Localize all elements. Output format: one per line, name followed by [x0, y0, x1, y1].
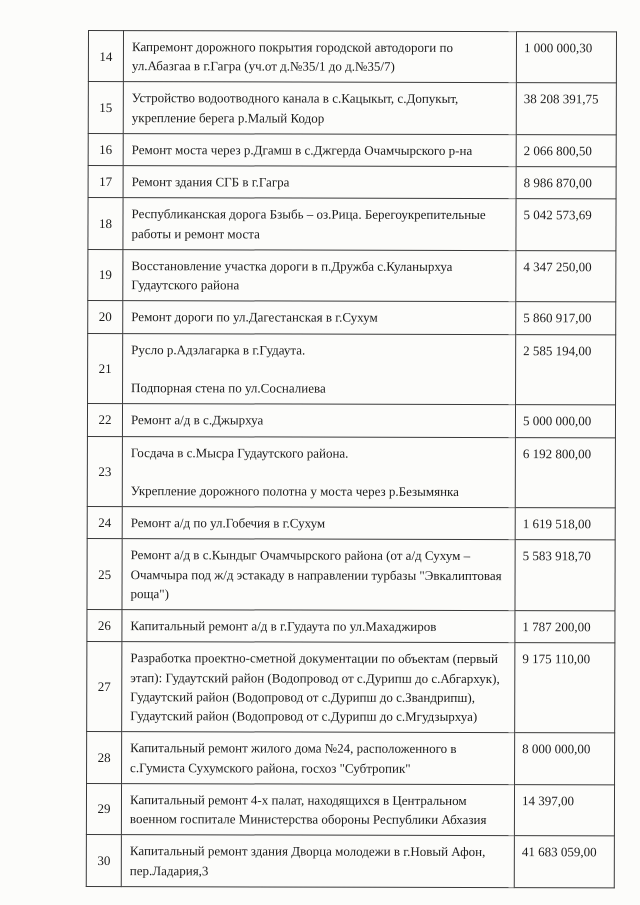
row-description-cell: Капитальный ремонт а/д в г.Гудаута по ул.Махаджиров — [122, 610, 515, 643]
row-number-cell: 28 — [87, 732, 122, 784]
table-row — [88, 333, 616, 405]
row-amount-cell: 41 683 059,00 — [514, 836, 614, 888]
row-description-cell: Ремонт а/д в с.Джырхуа — [122, 404, 515, 437]
table-row — [88, 198, 616, 251]
table-row — [87, 539, 615, 611]
row-description-cell: Разработка проектно-сметной документации по объектам (первый этап): Гудаутский район (Водопровод от с.Дурипш до с.Абгархук), Гудаутский район (Водопровод от с.Дурипш до с.Звандрипш), Гудаутский район (Водопровод от с.Дурипш до с.Мгудзырхуа) — [122, 642, 515, 733]
row-description-cell: Ремонт моста через р.Дгамш в с.Джгерда Очамчырского р-на — [123, 134, 516, 167]
row-number-cell: 24 — [87, 507, 122, 539]
row-amount-cell: 1 619 518,00 — [515, 508, 615, 540]
table-row — [87, 436, 615, 508]
table-row — [88, 82, 616, 135]
row-number-cell: 26 — [87, 610, 122, 642]
row-amount-cell: 5 583 918,70 — [515, 540, 615, 611]
row-description-cell: Ремонт а/д по ул.Гобечия в г.Сухум — [122, 507, 515, 540]
row-number-cell: 19 — [88, 249, 123, 301]
row-number-cell: 25 — [87, 539, 122, 610]
row-description-cell: Капитальный ремонт 4-х палат, находящихся в Центральном военном госпитале Министерства обороны Республики Абхазия — [121, 783, 514, 835]
table-row — [88, 249, 616, 302]
row-amount-cell: 5 000 000,00 — [515, 405, 615, 437]
row-description-cell: Ремонт здания СГБ в г.Гагра — [123, 166, 516, 199]
row-amount-cell: 5 042 573,69 — [516, 199, 616, 251]
row-description-cell: Капремонт дорожного покрытия городской автодороги по ул.Абазгаа в г.Гагра (уч.от д.№35/1 до д.№35/7) — [123, 31, 516, 83]
row-number-cell: 18 — [88, 198, 123, 250]
payments-table — [86, 30, 617, 888]
row-number-cell: 21 — [88, 333, 123, 404]
row-number-cell: 23 — [87, 436, 122, 507]
table-row — [88, 31, 616, 84]
row-amount-cell: 2 066 800,50 — [516, 135, 616, 167]
row-description-cell: Капитальный ремонт здания Дворца молодежи в г.Новый Афон, пер.Ладария,3 — [121, 835, 514, 887]
row-number-cell: 22 — [87, 404, 122, 436]
row-number-cell: 29 — [86, 783, 121, 835]
table-row — [87, 732, 615, 785]
row-number-cell: 16 — [88, 133, 123, 165]
row-description-cell: Устройство водоотводного канала в с.Кацыкыт, с.Допукыт, укрепление берега р.Малый Кодор — [123, 82, 516, 134]
table-row — [87, 610, 615, 644]
table-row — [86, 783, 614, 836]
row-description-cell: Республиканская дорога Бзыбь – оз.Рица. Берегоукрепительные работы и ремонт моста — [123, 198, 516, 250]
row-amount-cell: 2 585 194,00 — [516, 334, 616, 405]
row-description-cell: Ремонт а/д в с.Кындыг Очамчырского района (от а/д Сухум – Очамчыра под ж/д эстакаду в направлении турбазы "Эвкалиптовая роща") — [122, 539, 515, 611]
row-description-cell: Капитальный ремонт жилого дома №24, расположенного в с.Гумиста Сухумского района, госхоз "Субтропик" — [122, 732, 515, 784]
row-description-cell: Русло р.Адзлагарка в г.Гудаута. Подпорная стена по ул.Сосналиева — [123, 333, 516, 405]
row-amount-cell: 4 347 250,00 — [516, 250, 616, 302]
payments-table-body — [86, 31, 616, 888]
row-description-cell: Восстановление участка дороги в п.Дружба с.Куланырхуа Гудаутского района — [123, 249, 516, 301]
row-amount-cell: 14 397,00 — [514, 784, 614, 836]
row-amount-cell: 5 860 917,00 — [516, 302, 616, 334]
row-description-cell: Ремонт дороги по ул.Дагестанская в г.Сухум — [123, 301, 516, 334]
row-number-cell: 27 — [87, 642, 122, 732]
row-number-cell: 17 — [88, 166, 123, 198]
row-number-cell: 30 — [86, 835, 121, 887]
table-row — [87, 404, 615, 438]
row-amount-cell: 8 000 000,00 — [515, 733, 615, 785]
row-number-cell: 14 — [88, 31, 123, 83]
row-amount-cell: 38 208 391,75 — [516, 83, 616, 135]
row-amount-cell: 1 000 000,30 — [516, 32, 616, 84]
table-row — [87, 642, 615, 733]
row-amount-cell: 9 175 110,00 — [515, 643, 615, 733]
table-row — [88, 133, 616, 167]
table-row — [88, 166, 616, 200]
table-row — [86, 835, 614, 888]
row-amount-cell: 8 986 870,00 — [516, 167, 616, 199]
row-amount-cell: 6 192 800,00 — [515, 437, 615, 508]
table-row — [88, 301, 616, 335]
table-row — [87, 507, 615, 541]
row-number-cell: 15 — [88, 82, 123, 134]
row-description-cell: Госдача в с.Мысра Гудаутского района. Укрепление дорожного полотна у моста через р.Безымянка — [122, 436, 515, 508]
row-number-cell: 20 — [88, 301, 123, 333]
row-amount-cell: 1 787 200,00 — [515, 611, 615, 643]
